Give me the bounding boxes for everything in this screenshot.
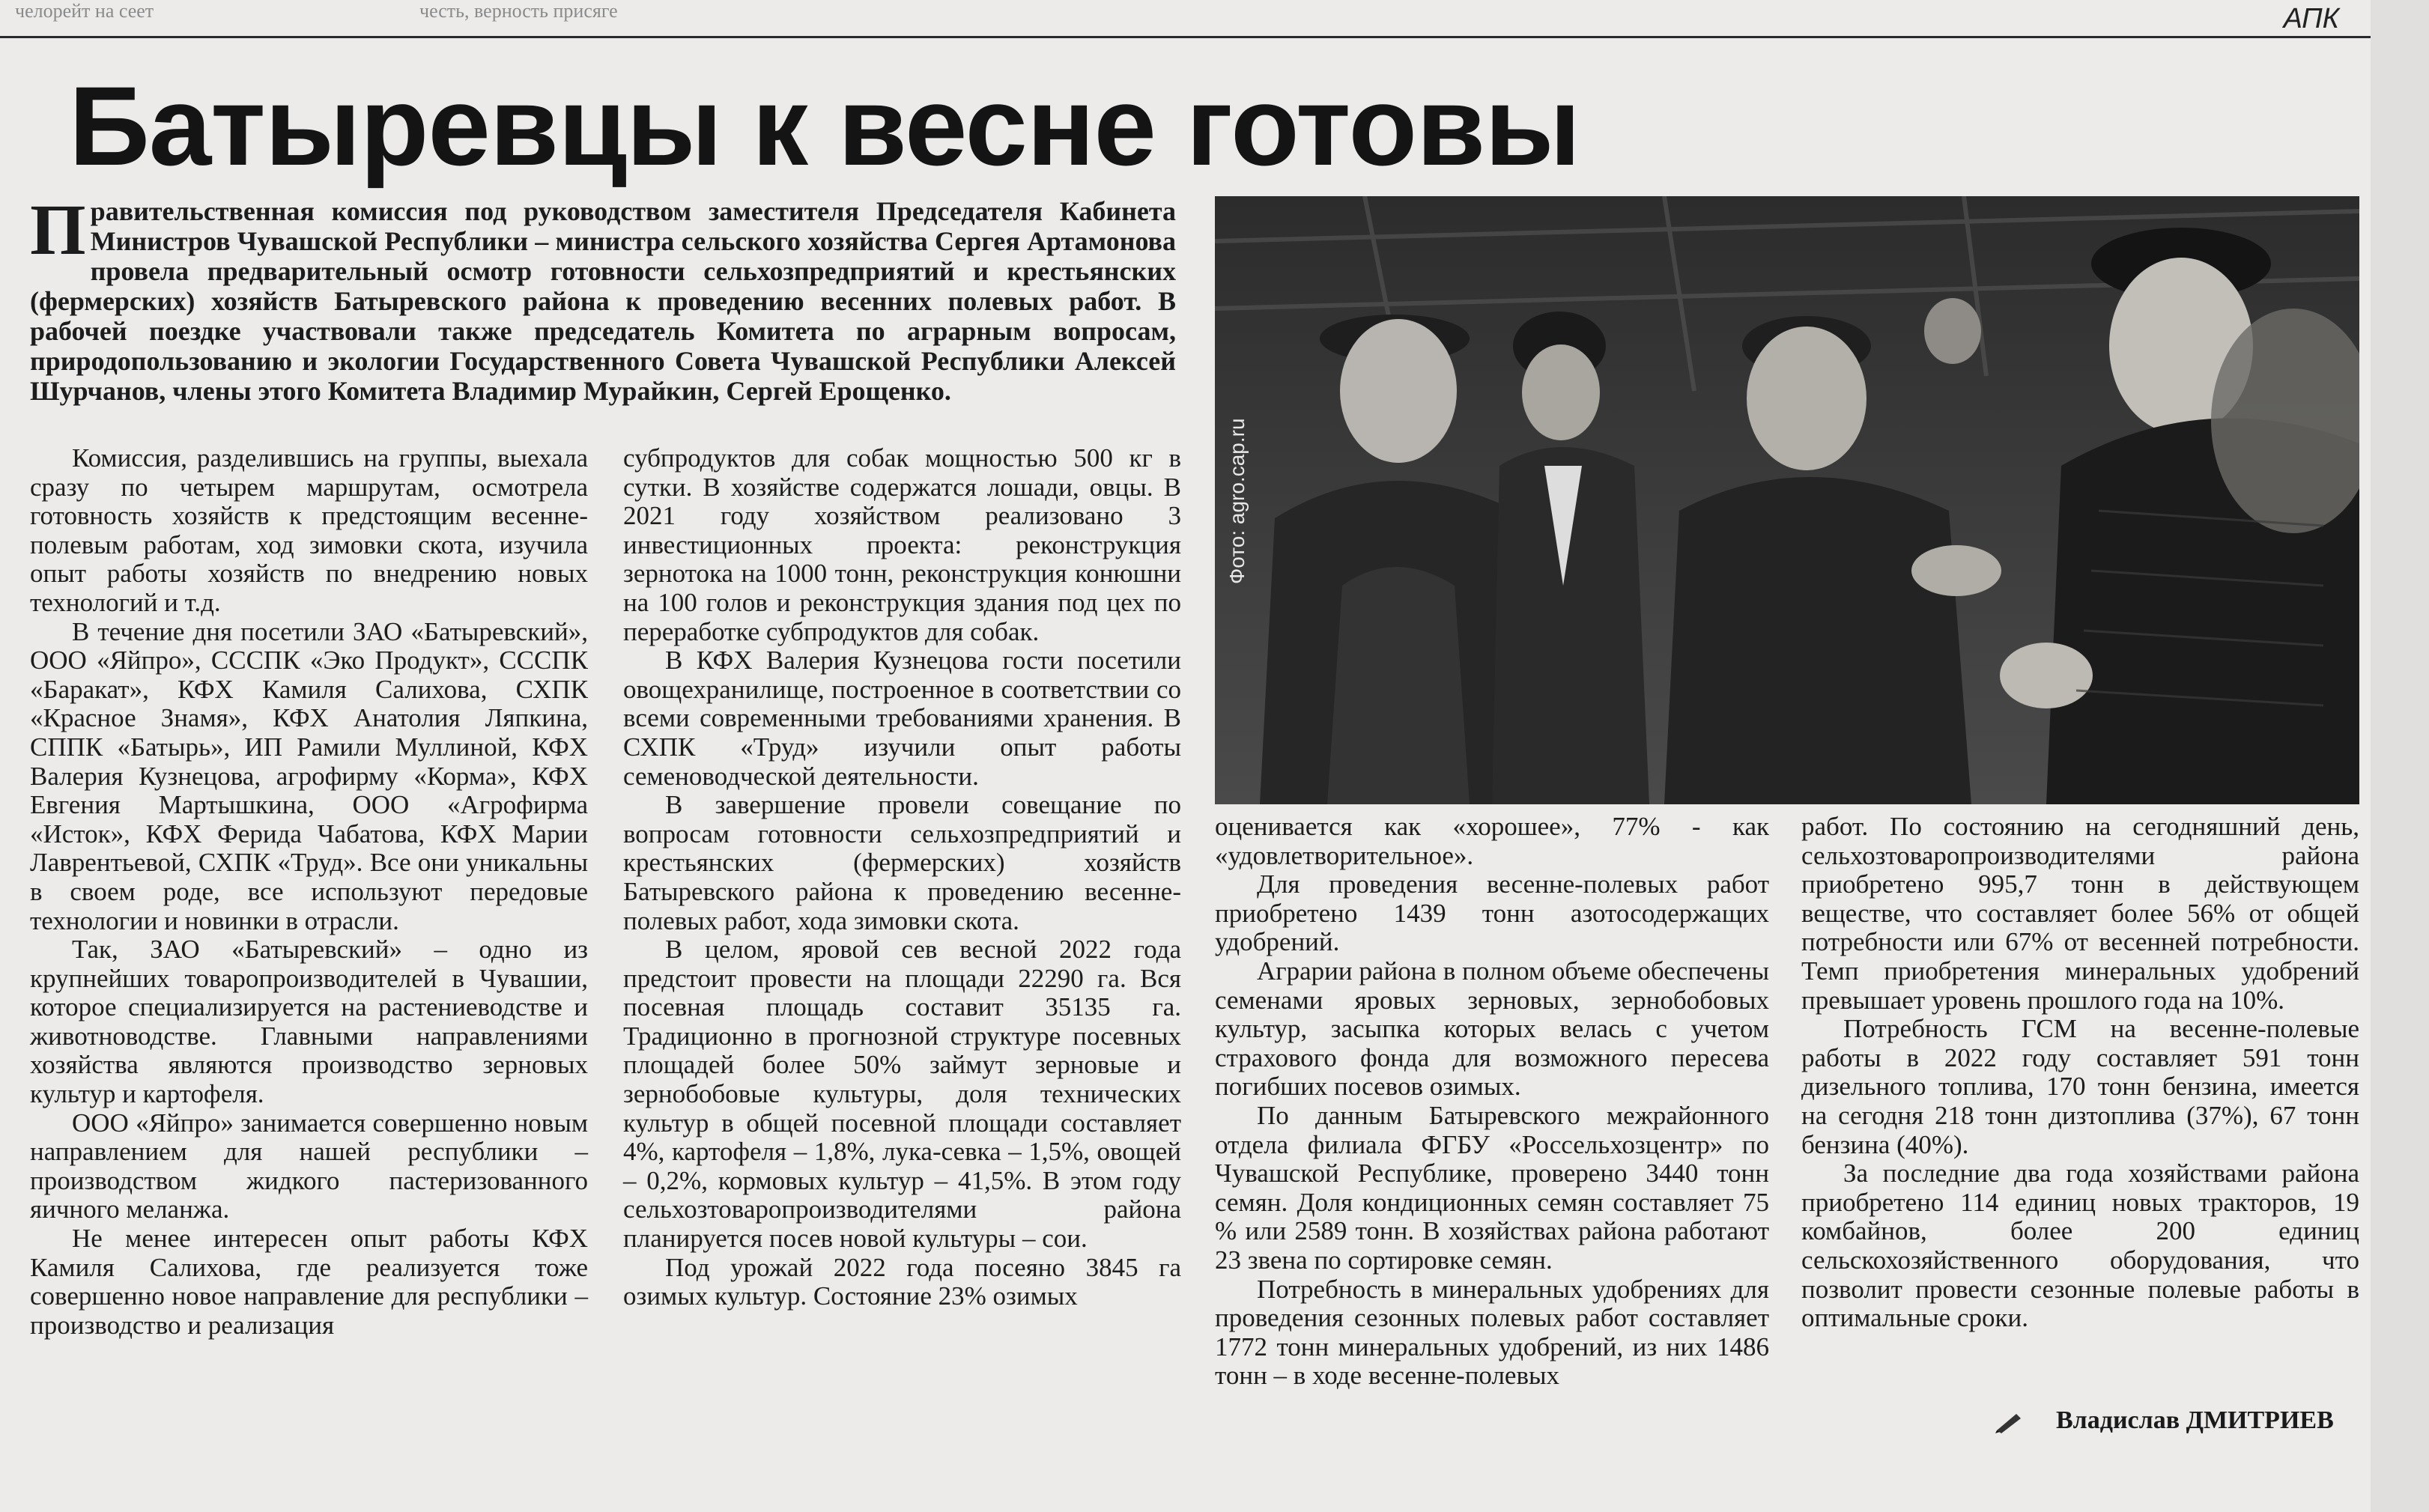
- photo-people-illustration: [1215, 196, 2359, 804]
- section-tag: АПК: [2283, 3, 2339, 34]
- paragraph: ООО «Яйпро» занимается совершенно новым направлением для нашей республики – производством жидкого пастеризованного яичного меланжа.: [30, 1108, 588, 1224]
- paragraph: работ. По состоянию на сегодняшний день, сельхозтоваропроизводителями района приобретено 995,7 тонн в действующем веществе, что составляет более 56% от общей потребности или 67% от весенней потребности. Темп приобретения минеральных удобрений превышает уровень прошлого года на 10%.: [1801, 812, 2359, 1015]
- paragraph: Под урожай 2022 года посеяно 3845 га озимых культур. Состояние 23% озимых: [623, 1252, 1181, 1311]
- header-rule: [0, 36, 2429, 38]
- article-photo: [1215, 196, 2359, 804]
- paragraph: В завершение провели совещание по вопросам готовности сельхозпредприятий и крестьянских (фермерских) хозяйств Батыревского района к проведению весенне-полевых работ, хода зимовки скота.: [623, 790, 1181, 935]
- paragraph: В целом, яровой сев весной 2022 года предстоит провести на площади 22290 га. Вся посевная площадь составит 35135 га. Традиционно в прогнозной структуре посевных площадей более 50% займут зерновые и зернобобовые культуры, доля технических культур в общей посевной площади составляет 4%, картофеля – 1,8%, лука-севка – 1,5%, овощей – 0,2%, кормовых культур – 41,5%. В этом году сельхозтоваропроизводителями района планируется посев новой культуры – сои.: [623, 935, 1181, 1254]
- header-ghost-mid: честь, верность присяге: [419, 0, 618, 22]
- lead-dropcap: П: [30, 189, 86, 270]
- paragraph: Не менее интересен опыт работы КФХ Камиля Салихова, где реализуется тоже совершенно новое направление для республики – производство и реализация: [30, 1224, 588, 1340]
- text-column-3: [1215, 813, 1769, 1391]
- paragraph: По данным Батыревского межрайонного отдела филиала ФГБУ «Россельхозцентр» по Чувашской Республике, проверено 3440 тонн семян. Доля кондиционных семян составляет 75 % или 2589 тонн. В хозяйствах района работают 23 звена по сортировке семян.: [1215, 1100, 1769, 1275]
- paragraph: Комиссия, разделившись на группы, выехала сразу по четырем маршрутам, осмотрела готовность хозяйств к предстоящим весенне-полевым работам, ход зимовки скота, изучила опыт работы хозяйств по внедрению новых технологий и т.д.: [30, 443, 588, 617]
- page-header: [0, 0, 2429, 39]
- lead-text: равительственная комиссия под руководством заместителя Председателя Кабинета Министров Чувашской Республики – министра сельского хозяйства Сергея Артамонова провела предварительный осмотр готовности сельхозпредприятий и крестьянских (фермерских) хозяйств Батыревского района к проведению весенних полевых работ. В рабочей поездке участвовали также председатель Комитета по аграрным вопросам, природопользованию и экологии Государственного Совета Чувашской Республики Алексей Шурчанов, члены этого Комитета Владимир Мурайкин, Сергей Ерощенко.: [30, 196, 1176, 406]
- paragraph: В КФХ Валерия Кузнецова гости посетили овощехранилище, построенное в соответствии со всеми современными требованиями хранения. В СХПК «Труд» изучили опыт работы семеноводческой деятельности.: [623, 646, 1181, 791]
- paragraph: В течение дня посетили ЗАО «Батыревский», ООО «Яйпро», СССПК «Эко Продукт», СССПК «Баракат», КФХ Камиля Салихова, СХПК «Красное Знамя», КФХ Анатолия Ляпкина, СППК «Батырь», ИП Рамили Муллиной, КФХ Валерия Кузнецова, агрофирму «Корма», КФХ Евгения Мартышкина, ООО «Агрофирма «Исток», КФХ Ферида Чабатова, КФХ Марии Лаврентьевой, СХПК «Труд». Все они уникальны в своем роде, все используют передовые технологии и новинки в отрасли.: [30, 616, 588, 935]
- pen-icon: [1994, 1411, 2024, 1433]
- paragraph: Потребность ГСМ на весенне-полевые работы в 2022 году составляет 591 тонн дизельного топлива, 170 тонн бензина, имеется на сегодня 218 тонн дизтоплива (37%), 67 тонн бензина (40%).: [1801, 1014, 2359, 1159]
- header-ghost-left: челорейт на сеет: [15, 0, 154, 22]
- paragraph: За последние два года хозяйствами района приобретено 114 единиц новых тракторов, 19 комбайнов, более 200 единиц сельскохозяйственного оборудования, что позволит провести сезонные полевые работы в оптимальные сроки.: [1801, 1159, 2359, 1333]
- paragraph: оценивается как «хорошее», 77% - как «удовлетворительное».: [1215, 812, 1769, 870]
- article-lead: [30, 189, 1176, 406]
- paragraph: Для проведения весенне-полевых работ приобретено 1439 тонн азотосодержащих удобрений.: [1215, 869, 1769, 957]
- paragraph: Так, ЗАО «Батыревский» – одно из крупнейших товаропроизводителей в Чувашии, которое специализируется на растениеводстве и животноводстве. Главными направлениями хозяйства являются производство зерновых культур и картофеля.: [30, 935, 588, 1109]
- photo-credit: Фото: agro.cap.ru: [1225, 418, 1249, 584]
- paragraph: Аграрии района в полном объеме обеспечены семенами яровых зерновых, зернобобовых культур, засыпка которых велась с учетом страхового фонда для возможного пересева погибших посевов озимых.: [1215, 956, 1769, 1102]
- article-headline: Батыревцы к весне готовы: [69, 63, 1580, 189]
- paragraph: субпродуктов для собак мощностью 500 кг в сутки. В хозяйстве содержатся лошади, овцы. В 2021 году хозяйством реализовано 3 инвестиционных проекта: реконструкция зернотока на 1000 тонн, реконструкция конюшни на 100 голов и реконструкция здания под цех по переработке субпродуктов для собак.: [623, 443, 1181, 646]
- adjacent-page-edge: [2371, 0, 2429, 1512]
- article-byline: Владислав ДМИТРИЕВ: [2056, 1406, 2334, 1434]
- text-column-1: [30, 444, 588, 1340]
- text-column-2: [623, 444, 1181, 1311]
- text-column-4: [1801, 813, 2359, 1333]
- paragraph: Потребность в минеральных удобрениях для проведения сезонных полевых работ составляет 1772 тонн минеральных удобрений, из них 1486 тонн – в ходе весенне-полевых: [1215, 1274, 1769, 1391]
